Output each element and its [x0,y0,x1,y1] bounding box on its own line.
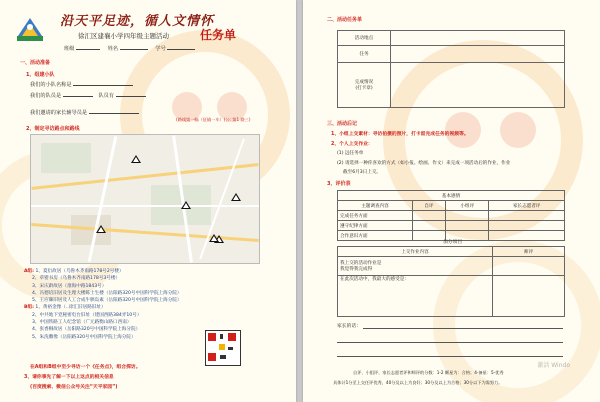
route-text: 1、夏衍故居（乌鲁木齐南路178号2号楼） [35,269,124,274]
eval-cell[interactable] [413,211,446,221]
student-id-label: 学号 [155,46,166,52]
group-a-label: A组: [24,269,34,274]
route-text: 3、中国铁路工人纪念馆（广元路衡山路口西南） [32,320,132,326]
plus-header: 上交作业内容 [338,247,493,257]
team-name-input[interactable] [73,85,133,86]
school-logo [14,14,46,44]
plus-cell[interactable] [493,257,565,276]
team-leader-label: 队员有 [98,93,115,99]
team-members-label: 我们的队员是 [30,93,62,99]
eval-header: 自评 [413,201,446,211]
eval-cell[interactable] [489,221,565,231]
eval-cell[interactable] [445,221,489,231]
route-item [24,283,182,290]
eval-caption: 基本感情 [338,191,565,201]
route-item [24,334,182,341]
landmark-marker[interactable] [209,234,219,242]
worksheet-page-left [0,0,296,402]
name-input[interactable] [120,49,148,50]
group-b-label: B组: [24,305,34,311]
route-item [24,290,182,297]
eval-row-label: 合作意识方面 [338,231,413,241]
route-item [24,326,182,333]
section-prep-title: 一、活动准备 [20,60,51,66]
route-list [24,268,182,341]
table-row [338,201,565,211]
footer-note-3: (百度搜索、微信公众号关注“天平家园”) [30,385,118,390]
completion-label: 完成情况 (打卡章) [338,63,391,108]
parent-words-line[interactable] [337,342,563,343]
activation-watermark: 激活 Windo [537,362,570,369]
plus-caption: 加分项目 [443,240,463,245]
after-item-2a: (1) 远任务单 [337,151,364,156]
team-members-row [30,92,146,99]
form-team-title: 1、组建小队 [26,72,55,78]
task-cell[interactable] [391,46,565,63]
location-cell[interactable] [391,31,565,46]
parent-words-line[interactable] [363,328,563,329]
school-subtitle: 徐汇区建襄小学四年级主题活动 [78,32,169,40]
parent-words-label: 家长的话： [337,324,361,329]
after-item-2c: 截至6月3日上交。 [343,170,382,175]
route-item [24,304,182,311]
table-row [338,31,565,46]
table-row [338,211,565,221]
route-item [24,268,182,275]
table-row [338,63,565,108]
after-activity-title: 三、活动后记 [327,121,358,127]
team-members-input[interactable] [63,96,93,97]
eval-cell[interactable] [489,231,565,241]
route-text: 5、朱洗雕像（岳阳路320号中国科学院上海分院） [32,334,136,340]
route-text: 4、张香桐故居（岳阳路320号中国科学院上海分院） [32,327,141,333]
class-label: 班级 [64,46,75,52]
plus-header: 师评 [493,247,565,257]
route-item [24,319,182,326]
plus-row-label: 在此次活动中，我最大的感受是： [338,276,493,317]
plus-cell[interactable] [493,276,565,317]
route-text: 2、草婴书房（乌鲁木齐南路178号3号楼） [32,276,121,282]
route-item [24,312,182,319]
route-plan-title: 2、制定寻访路点和路线 [26,126,80,132]
student-info-row [64,45,195,52]
eval-row-label: 完成任务方面 [338,211,413,221]
eval-cell[interactable] [445,211,489,221]
route-text: 4、冯德培旧居及生理大楼陈士生楼（岳阳路320号中国科学院上海分院） [32,290,182,296]
landmark-marker[interactable] [181,201,191,209]
task-table [337,30,565,108]
location-label: 活动地点 [338,31,391,46]
table-row [338,276,565,317]
team-leader-input[interactable] [116,96,146,97]
route-text: 5、王应睐旧居及人工合成牛胰岛素（岳阳路320号中国科学院上海分院） [32,298,182,304]
table-row [338,46,565,63]
landmark-marker[interactable] [231,193,241,201]
route-item [24,297,182,304]
parent-words-line[interactable] [337,356,563,357]
task-section-title: 二、活动任务单 [327,17,363,23]
route-text: 1、黄裕金像（..徐汇旧居路旧址） [35,305,106,311]
landmark-marker[interactable] [96,225,106,233]
table-row [338,257,565,276]
eval-row-label: 遵守纪律方面 [338,221,413,231]
plus-table [337,246,565,317]
team-name-label: 我们的小队名称是 [30,82,72,88]
completion-cell[interactable] [391,63,565,108]
eval-cell[interactable] [413,231,446,241]
eval-cell[interactable] [413,221,446,231]
after-item-2: 2、个人上交作业： [331,142,373,147]
route-map[interactable] [30,134,260,264]
table-row [338,191,565,201]
table-row [338,247,565,257]
after-item-2b: (2) 请选择一种你喜欢的方式（如小报、绘画、作文）来完成一项活动后的作业，作业 [337,161,511,166]
class-input[interactable] [76,49,100,50]
task-sheet-label: 任务单 [200,28,237,42]
footer-note-1: 在A组和B组中至少寻访一个《任务点》，组合探访。 [30,365,141,370]
worksheet-page-right [303,0,600,402]
name-label: 姓名 [107,46,119,52]
evaluation-title: 3、评价表 [327,181,351,187]
eval-header: 家长志愿者评 [489,201,565,211]
table-row [338,221,565,231]
route-text: 2、中共地下党秘密电台旧址（建国西路384弄10号） [32,312,142,318]
parent-input[interactable] [89,113,139,114]
footnote-2: 具体计1分至上交任评优秀，40分及以上为良好；30分及以上为合格；30分以下为需努力。 [333,380,503,385]
qr-code[interactable] [205,330,241,366]
parent-row [30,109,139,116]
page-title: 沿天平足迹，循人文情怀 [60,14,215,29]
plus-row-label: 我上交的活动作业是 我觉得我完成得 [338,257,493,276]
team-name-row [30,81,133,88]
task-label: 任务 [338,46,391,63]
student-id-input[interactable] [167,49,195,50]
eval-cell[interactable] [489,211,565,221]
evaluation-table [337,190,565,241]
landmark-marker[interactable] [131,155,141,163]
eval-header: 小组评 [445,201,489,211]
route-item [24,275,182,282]
eval-header: 主题调查内容 [338,201,413,211]
map-caption: (路线第一幅（征输一车）(公: 第1 路三) [176,117,251,122]
parent-label: 我们邀请的家长辅导员是 [30,110,88,116]
after-item-1: 1、小组上交素材：寻访拍摄的照片，打卡留完成任务的视频等。 [331,132,469,137]
route-text: 3、宋庆龄故居（淮海中路1843号） [32,283,107,289]
footer-note-2: 3、请你事先了解一下以上这点的相关信息 [24,375,114,380]
footnote-1: 自评、小组评、家长志愿者评和师评的分数：1-2 颗星为：合格；4-备星：5-优秀 [353,370,504,375]
